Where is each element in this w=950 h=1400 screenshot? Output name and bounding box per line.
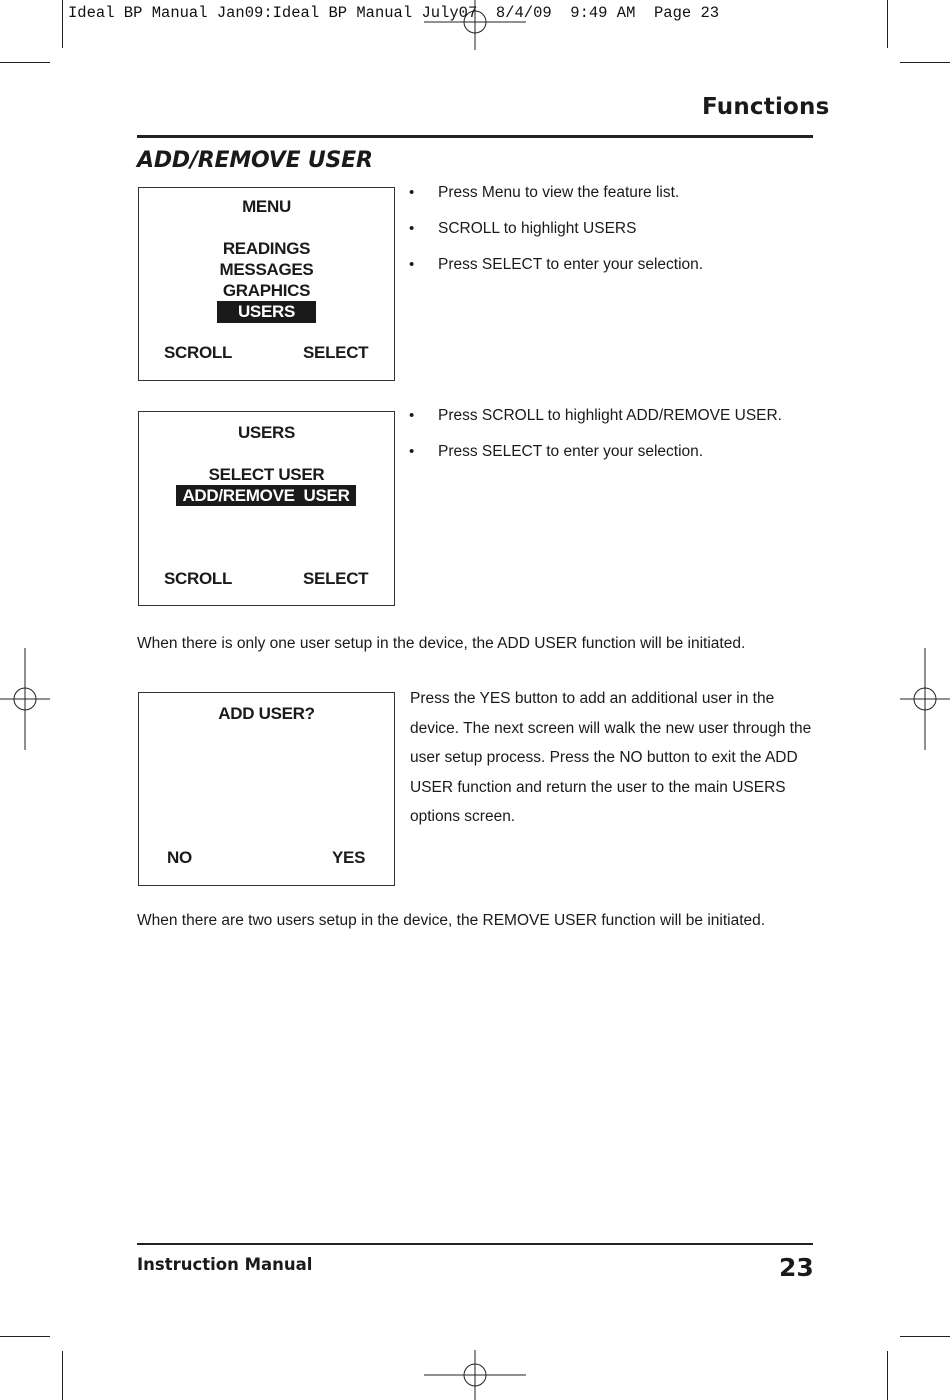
paragraph-line: USER function and return the user to the main USERS [410,778,786,796]
list-item [409,183,703,219]
registration-mark-icon [424,1350,526,1400]
crop-mark [887,0,888,48]
bullet-list-users [409,406,782,478]
softkey-label-left: SCROLL [164,343,233,362]
crop-mark [0,62,50,63]
users-screen-illustration [138,411,395,606]
paragraph-one-user: When there is only one user setup in the device, the ADD USER function will be initiated. [137,635,746,652]
bullet-list-menu [409,183,703,291]
paragraph-line: options screen. [410,808,516,825]
menu-item: READINGS [222,239,311,258]
softkey-label-right: SELECT [303,569,369,588]
crop-mark [900,1336,950,1337]
menu-screen-illustration [138,187,395,381]
bullet-text: SCROLL to highlight USERS [438,220,637,237]
bullet-text: Press SELECT to enter your selection. [438,256,704,273]
footer-label: Instruction Manual [137,1255,313,1274]
paragraph-line: device. The next screen will walk the new user through the [410,719,812,737]
bullet-icon: • [409,407,415,424]
crop-mark [62,1351,63,1400]
list-item [409,219,703,255]
menu-item: GRAPHICS [222,281,311,300]
menu-item: MESSAGES [219,260,314,279]
paragraph-add-user [410,684,811,832]
bullet-icon: • [409,220,415,237]
list-item [409,406,782,442]
registration-mark-icon [0,648,50,750]
screen-title: MENU [242,197,291,216]
bullet-text: Press Menu to view the feature list. [438,184,680,201]
screen-title: ADD USER? [218,704,315,723]
footer-rule [137,1243,813,1245]
section-title: Functions [702,94,830,120]
paragraph-line: Press the YES button to add an additional user in the [410,690,775,707]
screen-title: USERS [237,423,296,442]
page-number: 23 [779,1253,814,1282]
bullet-text: Press SELECT to enter your selection. [438,443,704,460]
bullet-icon: • [409,256,415,273]
menu-item-highlighted: USERS [217,301,316,323]
crop-mark [0,1336,50,1337]
paragraph-two-users: When there are two users setup in the device, the REMOVE USER function will be initiated. [137,912,766,929]
crop-mark [62,0,63,48]
print-slug: Ideal BP Manual Jan09:Ideal BP Manual July07 8/4/09 9:49 AM Page 23 [68,4,720,22]
softkey-label-left: NO [167,848,192,867]
bullet-icon: • [409,443,415,460]
paragraph-line: user setup process. Press the NO button to exit the ADD [410,749,798,766]
crop-mark [900,62,950,63]
registration-mark-icon [900,648,950,750]
crop-mark [887,1351,888,1400]
header-rule [137,135,813,138]
softkey-label-left: SCROLL [164,569,233,588]
menu-item-highlighted: ADD/REMOVE USER [176,485,356,506]
bullet-icon: • [409,184,415,201]
softkey-label-right: YES [332,848,366,867]
menu-item: SELECT USER [208,465,325,484]
page-heading: ADD/REMOVE USER [137,148,373,173]
registration-mark-icon [424,0,526,50]
softkey-label-right: SELECT [303,343,369,362]
add-user-screen-illustration [138,692,395,886]
list-item [409,442,782,478]
list-item [409,255,703,291]
bullet-text: Press SCROLL to highlight ADD/REMOVE USER. [438,407,782,424]
